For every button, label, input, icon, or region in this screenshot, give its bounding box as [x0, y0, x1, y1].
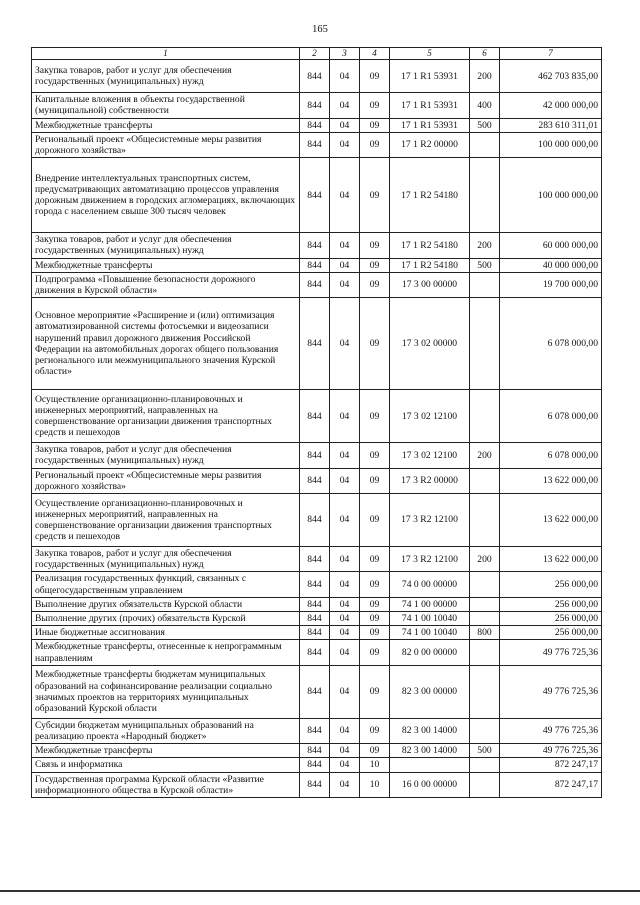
row-description: Выполнение других обязательств Курской области — [32, 597, 300, 611]
row-description: Межбюджетные трансферты — [32, 258, 300, 272]
row-amount: 13 622 000,00 — [500, 494, 602, 547]
table-row — [32, 626, 602, 640]
row-amount: 872 247,17 — [500, 758, 602, 772]
row-description: Основное мероприятие «Расширение и (или) оптимизация автоматизированной системы фотосъемки и видеозаписи нарушений правил дорожного движения Российской Федерации на автомобильных дорогах общего пользования регионального или межмуниципального значения Курской области» — [32, 298, 300, 390]
row-amount: 256 000,00 — [500, 626, 602, 640]
row-section: 04 — [330, 93, 360, 118]
page-bottom-border — [0, 890, 640, 892]
row-section: 04 — [330, 572, 360, 597]
row-subsection: 09 — [360, 626, 390, 640]
row-subsection: 10 — [360, 758, 390, 772]
row-subsection: 09 — [360, 60, 390, 93]
budget-table — [31, 47, 602, 798]
table-body — [32, 60, 602, 798]
row-section: 04 — [330, 547, 360, 572]
row-subsection: 09 — [360, 744, 390, 758]
row-subsection: 09 — [360, 93, 390, 118]
row-description: Закупка товаров, работ и услуг для обеспечения государственных (муниципальных) нужд — [32, 443, 300, 468]
row-amount: 19 700 000,00 — [500, 272, 602, 297]
row-target-article: 17 1 R2 54180 — [390, 258, 470, 272]
row-target-article — [390, 758, 470, 772]
row-amount: 40 000 000,00 — [500, 258, 602, 272]
row-grbs: 844 — [300, 640, 330, 665]
header-cell: 4 — [360, 48, 390, 60]
row-grbs: 844 — [300, 572, 330, 597]
row-section: 04 — [330, 718, 360, 743]
table-row — [32, 158, 602, 233]
row-description: Капитальные вложения в объекты государственной (муниципальной) собственности — [32, 93, 300, 118]
row-section: 04 — [330, 494, 360, 547]
row-grbs: 844 — [300, 612, 330, 626]
row-amount: 49 776 725,36 — [500, 718, 602, 743]
row-description: Государственная программа Курской области «Развитие информационного общества в Курской области» — [32, 772, 300, 797]
row-description: Региональный проект «Общесистемные меры развития дорожного хозяйства» — [32, 132, 300, 157]
table-row — [32, 233, 602, 258]
row-section: 04 — [330, 612, 360, 626]
row-description: Закупка товаров, работ и услуг для обеспечения государственных (муниципальных) нужд — [32, 233, 300, 258]
row-amount: 462 703 835,00 — [500, 60, 602, 93]
row-expense-type — [470, 718, 500, 743]
table-row — [32, 60, 602, 93]
row-section: 04 — [330, 118, 360, 132]
row-target-article: 74 1 00 10040 — [390, 626, 470, 640]
table-row — [32, 118, 602, 132]
row-section: 04 — [330, 272, 360, 297]
row-grbs: 844 — [300, 744, 330, 758]
row-description: Закупка товаров, работ и услуг для обеспечения государственных (муниципальных) нужд — [32, 547, 300, 572]
row-section: 04 — [330, 132, 360, 157]
header-cell: 1 — [32, 48, 300, 60]
row-description: Выполнение других (прочих) обязательств Курской — [32, 612, 300, 626]
row-subsection: 09 — [360, 665, 390, 718]
row-target-article: 17 3 02 12100 — [390, 390, 470, 443]
row-amount: 13 622 000,00 — [500, 547, 602, 572]
row-amount: 49 776 725,36 — [500, 744, 602, 758]
row-grbs: 844 — [300, 626, 330, 640]
table-row — [32, 640, 602, 665]
row-section: 04 — [330, 665, 360, 718]
row-target-article: 82 3 00 00000 — [390, 665, 470, 718]
row-grbs: 844 — [300, 597, 330, 611]
row-description: Внедрение интеллектуальных транспортных систем, предусматривающих автоматизацию процессов управления дорожным движением в городских агломерациях, включающих города с населением свыше 300 тысяч человек — [32, 158, 300, 233]
row-target-article: 17 1 R1 53931 — [390, 93, 470, 118]
table-row — [32, 272, 602, 297]
row-grbs: 844 — [300, 60, 330, 93]
row-target-article: 82 3 00 14000 — [390, 718, 470, 743]
row-target-article: 17 3 R2 00000 — [390, 468, 470, 493]
row-subsection: 09 — [360, 718, 390, 743]
row-grbs: 844 — [300, 132, 330, 157]
row-expense-type: 500 — [470, 118, 500, 132]
row-target-article: 17 3 02 12100 — [390, 443, 470, 468]
row-grbs: 844 — [300, 390, 330, 443]
row-expense-type — [470, 640, 500, 665]
row-amount: 13 622 000,00 — [500, 468, 602, 493]
row-subsection: 09 — [360, 158, 390, 233]
row-section: 04 — [330, 158, 360, 233]
table-row — [32, 298, 602, 390]
row-expense-type: 400 — [470, 93, 500, 118]
row-subsection: 09 — [360, 640, 390, 665]
table-row — [32, 468, 602, 493]
table-row — [32, 258, 602, 272]
row-expense-type — [470, 272, 500, 297]
row-section: 04 — [330, 772, 360, 797]
row-grbs: 844 — [300, 468, 330, 493]
row-amount: 283 610 311,01 — [500, 118, 602, 132]
row-description: Региональный проект «Общесистемные меры развития дорожного хозяйства» — [32, 468, 300, 493]
row-description: Подпрограмма «Повышение безопасности дорожного движения в Курской области» — [32, 272, 300, 297]
row-description: Реализация государственных функций, связанных с общегосударственным управлением — [32, 572, 300, 597]
table-row — [32, 718, 602, 743]
row-section: 04 — [330, 640, 360, 665]
row-grbs: 844 — [300, 93, 330, 118]
row-section: 04 — [330, 233, 360, 258]
row-amount: 256 000,00 — [500, 572, 602, 597]
table-row — [32, 93, 602, 118]
table-row — [32, 572, 602, 597]
row-amount: 100 000 000,00 — [500, 158, 602, 233]
row-section: 04 — [330, 468, 360, 493]
row-target-article: 17 3 R2 12100 — [390, 547, 470, 572]
row-subsection: 09 — [360, 132, 390, 157]
row-target-article: 82 0 00 00000 — [390, 640, 470, 665]
row-description: Иные бюджетные ассигнования — [32, 626, 300, 640]
row-description: Закупка товаров, работ и услуг для обеспечения государственных (муниципальных) нужд — [32, 60, 300, 93]
row-subsection: 09 — [360, 547, 390, 572]
header-cell: 2 — [300, 48, 330, 60]
table-row — [32, 547, 602, 572]
row-amount: 60 000 000,00 — [500, 233, 602, 258]
row-expense-type: 500 — [470, 744, 500, 758]
row-expense-type — [470, 298, 500, 390]
row-expense-type — [470, 390, 500, 443]
row-section: 04 — [330, 390, 360, 443]
row-amount: 100 000 000,00 — [500, 132, 602, 157]
row-description: Осуществление организационно-планировочных и инженерных мероприятий, направленных на совершенствование организации движения транспортных средств и пешеходов — [32, 390, 300, 443]
row-amount: 49 776 725,36 — [500, 640, 602, 665]
row-amount: 42 000 000,00 — [500, 93, 602, 118]
table-row — [32, 612, 602, 626]
row-grbs: 844 — [300, 547, 330, 572]
row-expense-type — [470, 468, 500, 493]
row-section: 04 — [330, 60, 360, 93]
row-grbs: 844 — [300, 258, 330, 272]
row-expense-type: 200 — [470, 443, 500, 468]
row-expense-type — [470, 158, 500, 233]
row-subsection: 09 — [360, 233, 390, 258]
table-row — [32, 132, 602, 157]
row-subsection: 09 — [360, 572, 390, 597]
row-section: 04 — [330, 626, 360, 640]
row-grbs: 844 — [300, 272, 330, 297]
row-target-article: 17 3 02 00000 — [390, 298, 470, 390]
row-section: 04 — [330, 758, 360, 772]
header-cell: 3 — [330, 48, 360, 60]
row-section: 04 — [330, 744, 360, 758]
row-subsection: 09 — [360, 258, 390, 272]
table-row — [32, 772, 602, 797]
row-grbs: 844 — [300, 298, 330, 390]
row-target-article: 74 1 00 00000 — [390, 597, 470, 611]
row-description: Межбюджетные трансферты — [32, 744, 300, 758]
row-section: 04 — [330, 298, 360, 390]
row-target-article: 74 1 00 10040 — [390, 612, 470, 626]
row-expense-type — [470, 494, 500, 547]
row-subsection: 09 — [360, 468, 390, 493]
row-expense-type — [470, 132, 500, 157]
row-description: Субсидии бюджетам муниципальных образований на реализацию проекта «Народный бюджет» — [32, 718, 300, 743]
header-cell: 6 — [470, 48, 500, 60]
row-amount: 6 078 000,00 — [500, 390, 602, 443]
row-expense-type — [470, 612, 500, 626]
row-subsection: 09 — [360, 443, 390, 468]
row-grbs: 844 — [300, 118, 330, 132]
row-expense-type: 200 — [470, 547, 500, 572]
table-row — [32, 443, 602, 468]
table-row — [32, 494, 602, 547]
row-grbs: 844 — [300, 494, 330, 547]
table-row — [32, 390, 602, 443]
row-expense-type: 200 — [470, 233, 500, 258]
row-section: 04 — [330, 443, 360, 468]
table-row — [32, 665, 602, 718]
row-target-article: 17 1 R2 54180 — [390, 158, 470, 233]
row-section: 04 — [330, 258, 360, 272]
row-target-article: 17 3 00 00000 — [390, 272, 470, 297]
row-target-article: 17 1 R2 00000 — [390, 132, 470, 157]
row-target-article: 17 1 R1 53931 — [390, 60, 470, 93]
header-cell: 7 — [500, 48, 602, 60]
row-expense-type: 800 — [470, 626, 500, 640]
row-expense-type — [470, 772, 500, 797]
row-subsection: 09 — [360, 597, 390, 611]
row-amount: 256 000,00 — [500, 597, 602, 611]
row-grbs: 844 — [300, 158, 330, 233]
row-target-article: 82 3 00 14000 — [390, 744, 470, 758]
row-subsection: 09 — [360, 494, 390, 547]
row-subsection: 09 — [360, 612, 390, 626]
row-section: 04 — [330, 597, 360, 611]
row-subsection: 10 — [360, 772, 390, 797]
row-description: Связь и информатика — [32, 758, 300, 772]
header-cell: 5 — [390, 48, 470, 60]
row-subsection: 09 — [360, 390, 390, 443]
row-expense-type — [470, 572, 500, 597]
row-grbs: 844 — [300, 443, 330, 468]
row-grbs: 844 — [300, 665, 330, 718]
table-header-row — [32, 48, 602, 60]
row-expense-type: 200 — [470, 60, 500, 93]
row-target-article: 17 1 R1 53931 — [390, 118, 470, 132]
row-expense-type: 500 — [470, 258, 500, 272]
row-description: Межбюджетные трансферты бюджетам муниципальных образований на софинансирование реализации социально значимых проектов на территориях муниципальных образований Курской области — [32, 665, 300, 718]
row-grbs: 844 — [300, 772, 330, 797]
row-subsection: 09 — [360, 272, 390, 297]
table-row — [32, 758, 602, 772]
row-description: Межбюджетные трансферты — [32, 118, 300, 132]
row-target-article: 17 3 R2 12100 — [390, 494, 470, 547]
row-description: Осуществление организационно-планировочных и инженерных мероприятий, направленных на совершенствование организации движения транспортных средств и пешеходов — [32, 494, 300, 547]
table-row — [32, 744, 602, 758]
row-expense-type — [470, 597, 500, 611]
table-row — [32, 597, 602, 611]
row-amount: 256 000,00 — [500, 612, 602, 626]
row-target-article: 74 0 00 00000 — [390, 572, 470, 597]
row-description: Межбюджетные трансферты, отнесенные к непрограммным направлениям — [32, 640, 300, 665]
row-expense-type — [470, 758, 500, 772]
row-amount: 49 776 725,36 — [500, 665, 602, 718]
row-amount: 6 078 000,00 — [500, 298, 602, 390]
row-target-article: 17 1 R2 54180 — [390, 233, 470, 258]
row-amount: 872 247,17 — [500, 772, 602, 797]
row-target-article: 16 0 00 00000 — [390, 772, 470, 797]
row-subsection: 09 — [360, 298, 390, 390]
page-number: 165 — [312, 24, 328, 35]
row-expense-type — [470, 665, 500, 718]
row-grbs: 844 — [300, 233, 330, 258]
row-grbs: 844 — [300, 758, 330, 772]
row-subsection: 09 — [360, 118, 390, 132]
row-amount: 6 078 000,00 — [500, 443, 602, 468]
row-grbs: 844 — [300, 718, 330, 743]
